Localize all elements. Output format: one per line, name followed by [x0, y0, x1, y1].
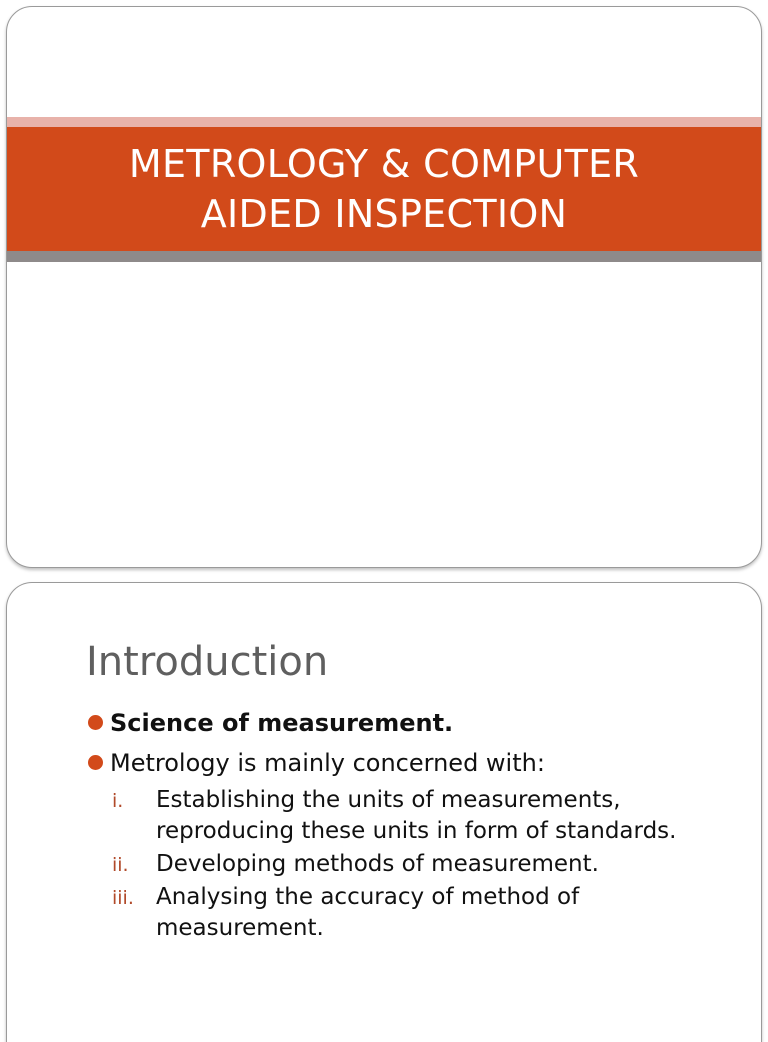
bullet-dot-icon — [88, 755, 103, 770]
bullet-text: Science of measurement. — [110, 709, 454, 737]
sublist-item — [112, 849, 692, 880]
roman-numeral-marker: iii. — [112, 887, 134, 909]
sublist-item-text: Establishing the units of measurements, reproducing these units in form of standards. — [156, 787, 677, 844]
bullet-text: Metrology is mainly concerned with: — [110, 749, 545, 777]
sublist-item-text: Analysing the accuracy of method of measurement. — [156, 884, 580, 941]
sublist-item — [112, 785, 692, 847]
sublist-item — [112, 882, 692, 944]
roman-numeral-marker: i. — [112, 790, 124, 812]
bullet-dot-icon — [88, 715, 103, 730]
bullet-list — [86, 703, 726, 783]
roman-numeral-marker: ii. — [112, 854, 129, 876]
slide-title — [129, 139, 639, 239]
title-band — [7, 127, 761, 251]
slide-title-line-2: AIDED INSPECTION — [200, 192, 568, 236]
title-band-top-stripe — [7, 117, 761, 127]
title-slide — [6, 6, 762, 568]
slide-title-line-1: METROLOGY & COMPUTER — [128, 142, 640, 186]
bullet-item — [86, 703, 726, 743]
introduction-slide — [6, 582, 762, 1042]
slide-heading: Introduction — [86, 639, 329, 685]
sublist-item-text: Developing methods of measurement. — [156, 851, 599, 877]
bullet-item — [86, 743, 726, 783]
title-band-bottom-stripe — [7, 251, 761, 262]
numbered-sublist — [112, 785, 692, 946]
